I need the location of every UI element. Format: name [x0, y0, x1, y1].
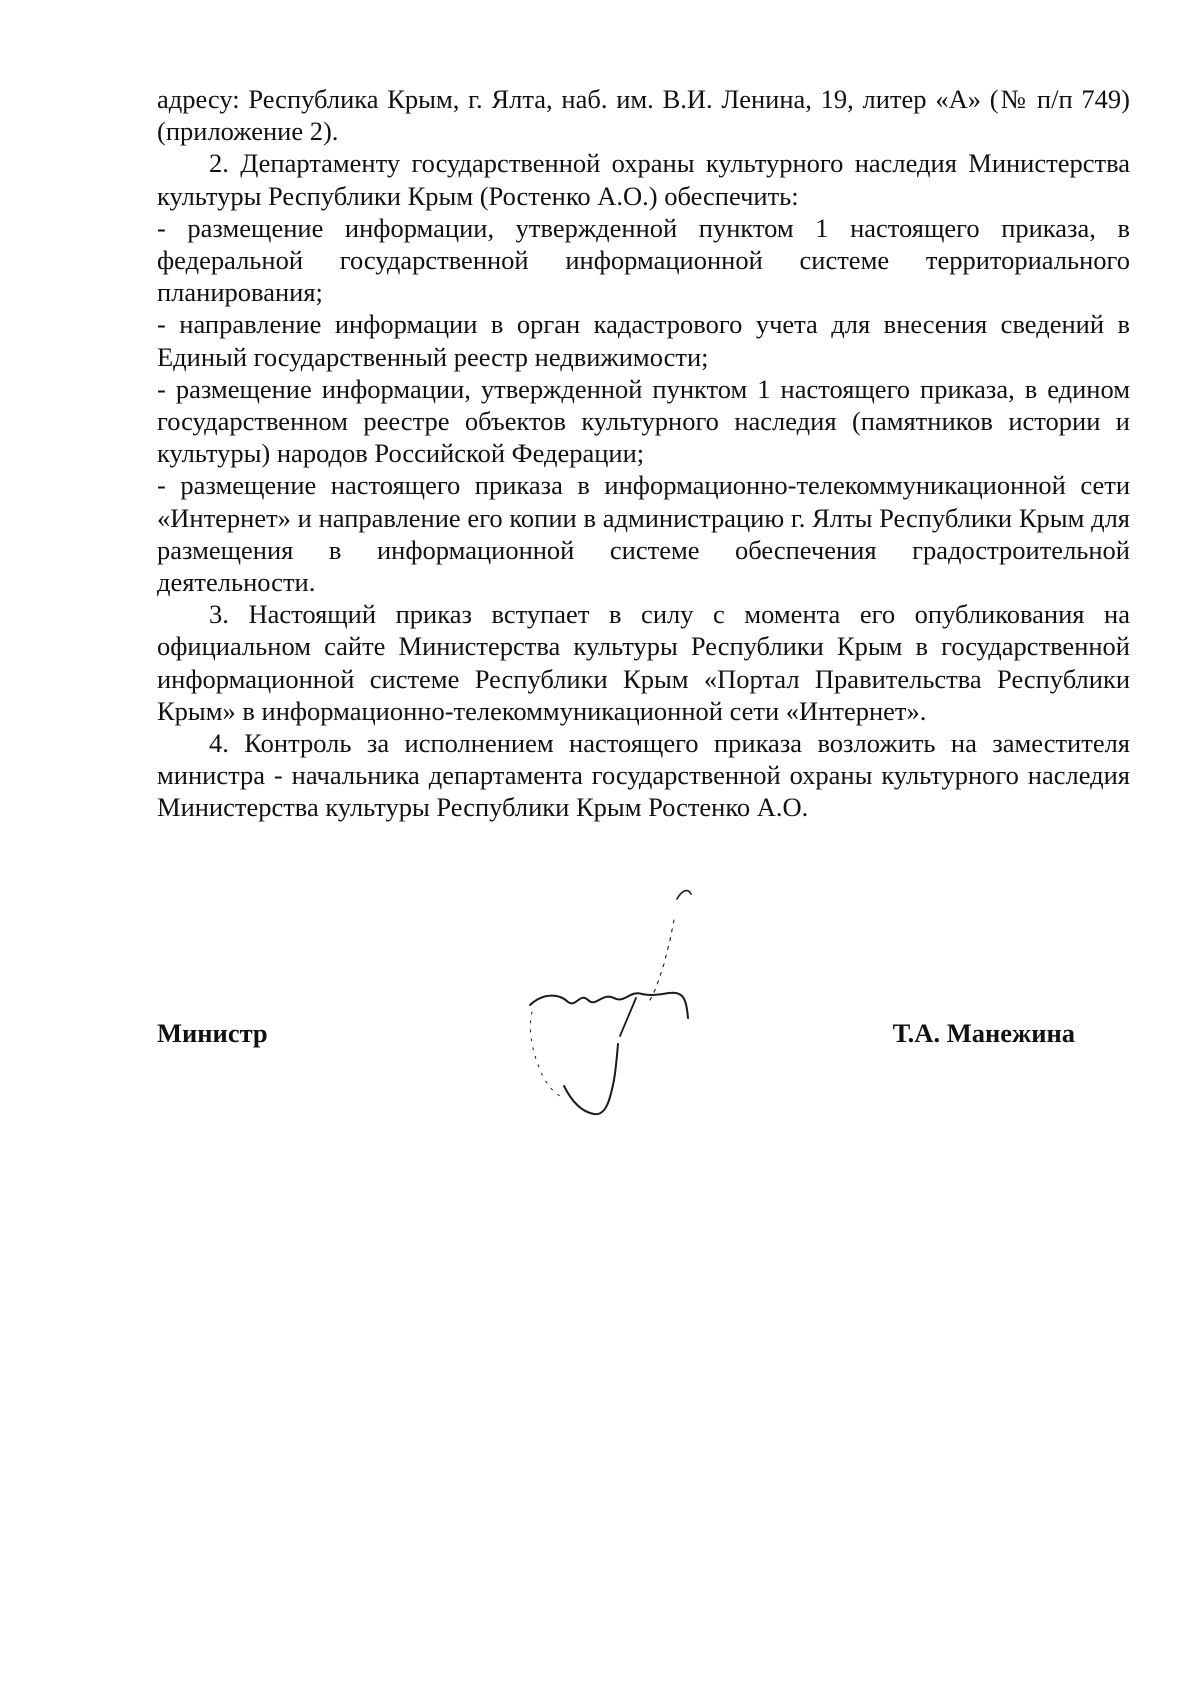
- paragraph-address-continuation: адресу: Республика Крым, г. Ялта, наб. им. В.И. Ленина, 19, литер «А» (№ п/п 749) (приложение 2).: [157, 84, 1130, 147]
- signatory-name: Т.А. Манежина: [892, 1018, 1075, 1048]
- signature-block: [157, 1018, 1117, 1058]
- signatory-title: Министр: [157, 1018, 268, 1048]
- paragraph-item-2-bullet-3: - размещение информации, утвержденной пунктом 1 настоящего приказа, в едином государственном реестре объектов культурного наследия (памятников истории и культуры) народов Российской Федерации;: [157, 373, 1130, 469]
- paragraph-item-2-bullet-1: - размещение информации, утвержденной пунктом 1 настоящего приказа, в федеральной государственной информационной системе территориального планирования;: [157, 212, 1130, 308]
- paragraph-item-3: 3. Настоящий приказ вступает в силу с момента его опубликования на официальном сайте Министерства культуры Республики Крым в государственной информационной системе Республики Крым «Портал Правительства Республики Крым» в информационно-телекоммуникационной сети «Интернет».: [157, 599, 1130, 726]
- paragraph-item-2-bullet-2: - направление информации в орган кадастрового учета для внесения сведений в Единый государственный реестр недвижимости;: [157, 309, 1130, 372]
- paragraph-item-4: 4. Контроль за исполнением настоящего приказа возложить на заместителя министра - начальника департамента государственной охраны культурного наследия Министерства культуры Республики Крым Ростенко А.О.: [157, 728, 1130, 823]
- paragraph-item-2-bullet-4: - размещение настоящего приказа в информационно-телекоммуникационной сети «Интернет» и направление его копии в администрацию г. Ялты Республики Крым для размещения в информационной системе обеспечения градостроительной деятельности.: [157, 470, 1130, 598]
- paragraph-item-2: 2. Департаменту государственной охраны культурного наследия Министерства культуры Республики Крым (Ростенко А.О.) обеспечить:: [157, 148, 1130, 211]
- document-body: [157, 83, 1130, 824]
